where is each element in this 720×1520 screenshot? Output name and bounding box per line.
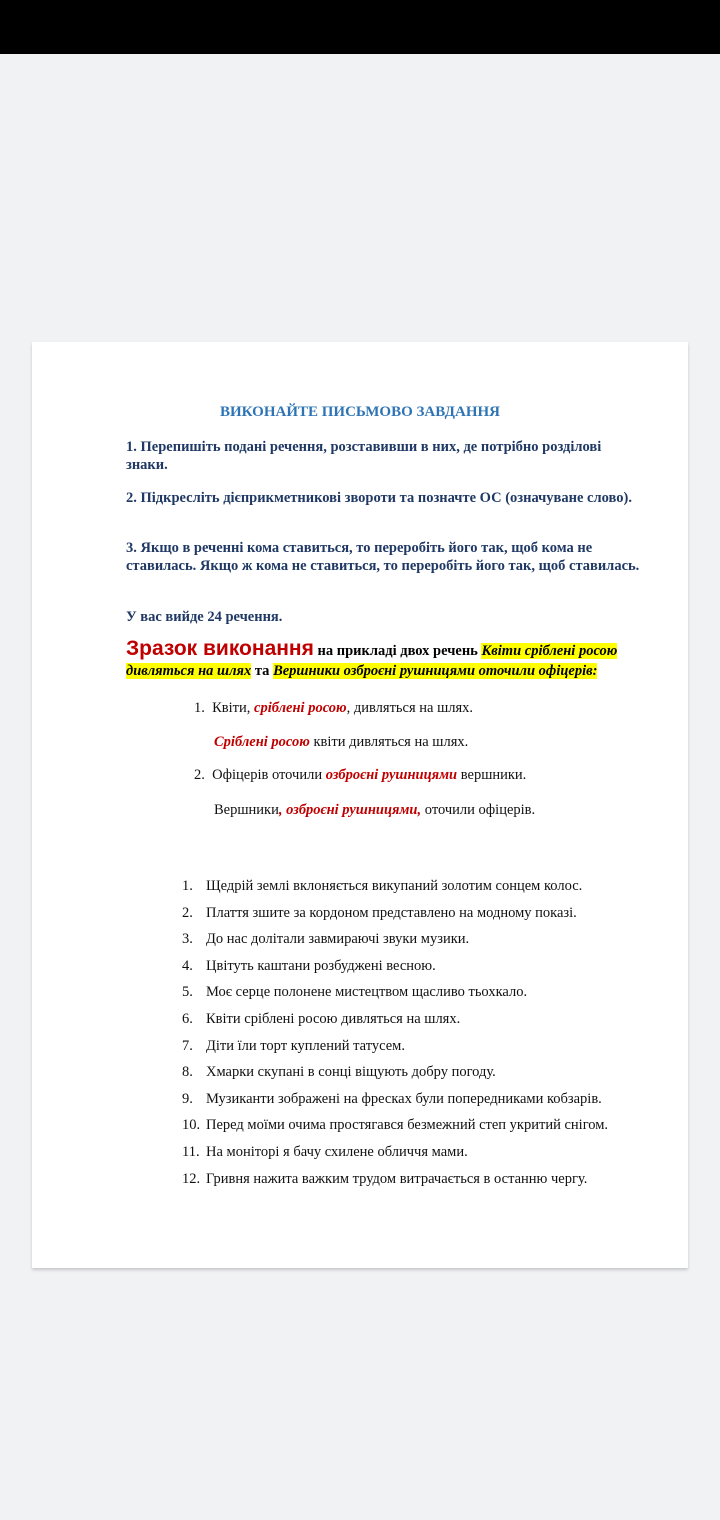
task-3: 3. Якщо в реченні кома ставиться, то переробіть його так, щоб кома не ставилась. Якщо ж кома не ставиться, то переробіть його так, щоб ставилась.: [126, 540, 640, 574]
example-text: Вершники: [214, 802, 279, 818]
list-item-number: 12.: [182, 1170, 201, 1187]
list-item-number: 2.: [182, 904, 193, 921]
sample-title: Зразок виконання: [126, 637, 314, 660]
list-item-number: 7.: [182, 1037, 193, 1054]
task-2: 2. Підкресліть дієприкметникові звороти та позначте ОС (означуване слово).: [126, 490, 632, 506]
list-item-text: Моє серце полонене мистецтвом щасливо тьохкало.: [206, 984, 528, 1001]
list-item: [182, 1010, 460, 1028]
example-number: 1.: [194, 700, 205, 716]
list-item: [182, 1143, 468, 1161]
list-item-text: Цвітуть каштани розбуджені весною.: [206, 957, 436, 974]
example-phrase: озброєні рушницями: [325, 767, 458, 783]
example-number: 2.: [194, 767, 205, 783]
list-item-number: 4.: [182, 957, 193, 974]
sample-quote-2: Вершники озброєні рушницями оточили офіцерів:: [273, 663, 598, 679]
list-item: [182, 1170, 587, 1188]
example-text: оточили офіцерів.: [421, 802, 536, 818]
list-item-text: На моніторі я бачу схилене обличчя мами.: [206, 1144, 468, 1160]
list-item-number: 8.: [182, 1064, 193, 1081]
example-1-rewrite: [214, 733, 468, 751]
list-item-text: Плаття зшите за кордоном представлено на модному показі.: [206, 904, 577, 921]
page-title: ВИКОНАЙТЕ ПИСЬМОВО ЗАВДАННЯ: [219, 404, 500, 420]
list-item: [182, 1116, 608, 1134]
task-1: 1. Перепишіть подані речення, розставивши в них, де потрібно розділові знаки.: [126, 439, 602, 473]
list-item-number: 5.: [182, 984, 193, 1001]
list-item-number: 10.: [182, 1117, 201, 1134]
list-item: [182, 1037, 405, 1055]
list-item: [182, 877, 582, 895]
sample-text: на прикладі двох речень: [313, 643, 482, 659]
example-phrase: сріблені росою: [254, 700, 347, 716]
list-item-number: 3.: [182, 931, 193, 948]
list-item-text: Гривня нажита важким трудом витрачається в останню чергу.: [206, 1170, 588, 1187]
list-item-text: До нас долітали завмираючі звуки музики.: [206, 931, 470, 948]
example-phrase: , озброєні рушницями,: [278, 802, 422, 818]
example-text: квіти дивляться на шлях.: [309, 734, 469, 750]
list-item: [182, 957, 436, 975]
example-2-rewrite: [214, 801, 535, 819]
example-text: , дивляться на шлях.: [346, 700, 474, 716]
document-page: [32, 342, 688, 1268]
list-item-text: Хмарки скупані в сонці віщують добру погоду.: [206, 1064, 496, 1081]
list-item-text: Музиканти зображені на фресках були попередниками кобзарів.: [206, 1090, 602, 1107]
list-item: [182, 930, 469, 948]
sample-quote-1: Квіти сріблені росою дивляться на шлях: [126, 643, 618, 679]
status-bar: [0, 0, 720, 54]
example-1: [194, 699, 473, 717]
list-item-text: Щедрій землі вклоняється викупаний золотим сонцем колос.: [206, 878, 583, 894]
sample-mid: та: [251, 663, 274, 679]
list-item-number: 1.: [182, 878, 193, 894]
task-summary: У вас вийде 24 речення.: [126, 609, 283, 625]
example-phrase: Сріблені росою: [214, 734, 310, 750]
list-item: [182, 904, 577, 922]
example-text: вершники.: [457, 767, 527, 783]
list-item-number: 11.: [182, 1144, 200, 1160]
example-text: Офіцерів оточили: [212, 767, 326, 783]
list-item-number: 9.: [182, 1090, 193, 1107]
list-item: [182, 983, 527, 1001]
example-text: Квіти,: [212, 700, 255, 716]
list-item-text: Діти їли торт куплений татусем.: [206, 1037, 405, 1054]
list-item-text: Квіти сріблені росою дивляться на шлях.: [206, 1011, 461, 1027]
list-item: [182, 1090, 602, 1108]
list-item: [182, 1063, 496, 1081]
example-2: [194, 766, 526, 784]
list-item-text: Перед моїми очима простягався безмежний степ укритий снігом.: [206, 1117, 609, 1134]
sample-block: [126, 639, 656, 681]
list-item-number: 6.: [182, 1011, 193, 1027]
